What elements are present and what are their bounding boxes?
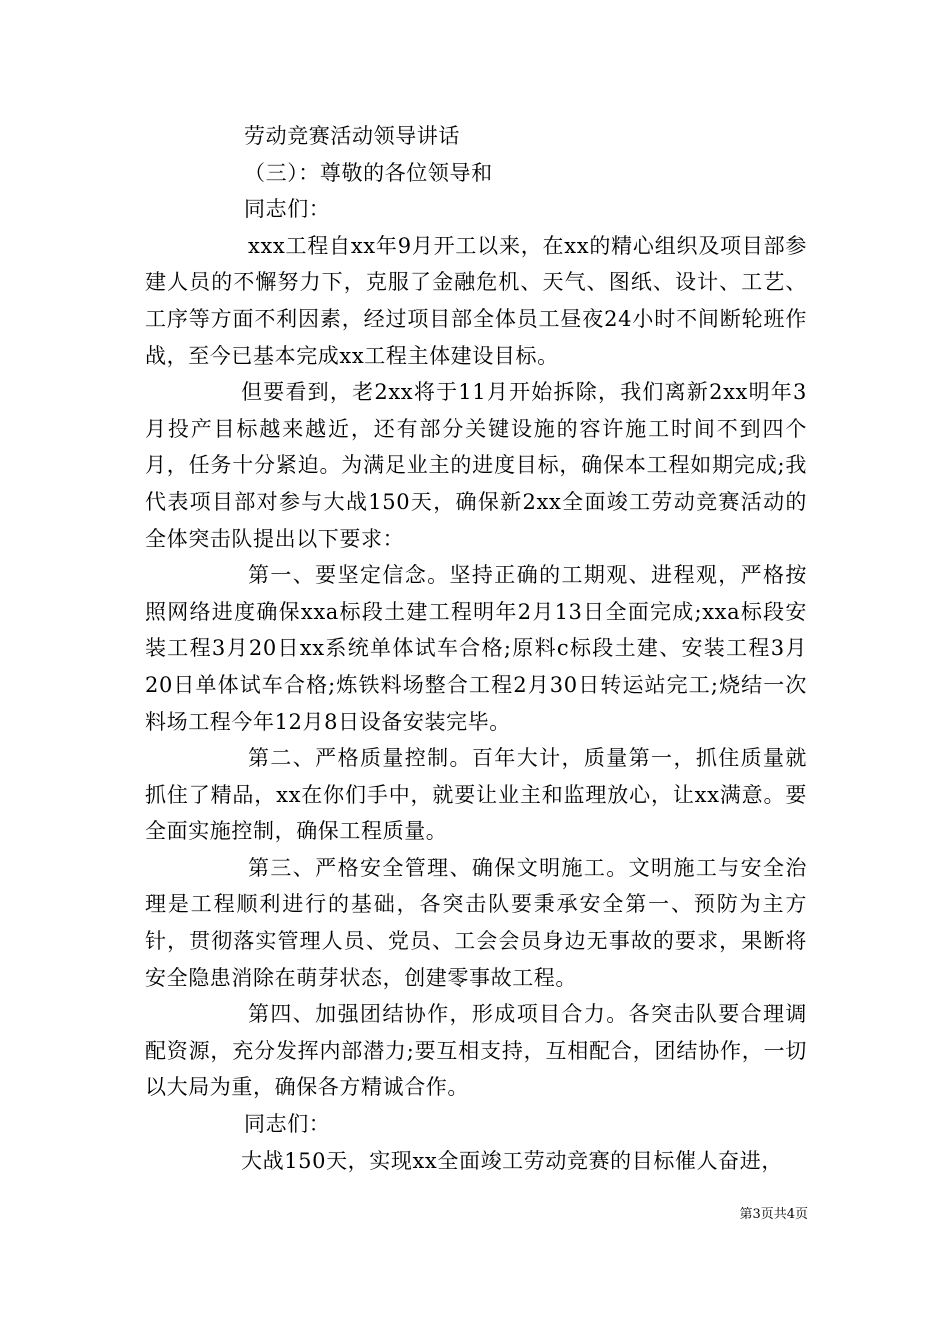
- salutation: 同志们：: [244, 197, 331, 222]
- paragraph-4: 第二、严格质量控制。百年大计，质量第一，抓住质量就抓住了精品，xx在你们手中，就要让业主和监理放心，让xx满意。要全面实施控制，确保工程质量。: [145, 746, 807, 844]
- page-number: 第3页共4页: [739, 1207, 808, 1222]
- paragraph-2: 但要看到，老2xx将于11月开始拆除，我们离新2xx明年3月投产目标越来越近，还有部分关键设施的容许施工时间不到四个月，任务十分紧迫。为满足业主的进度目标，确保本工程如期完成;我代表项目部对参与大战150天，确保新2xx全面竣工劳动竞赛活动的全体突击队提出以下要求：: [145, 380, 807, 551]
- paragraph-6: 第四、加强团结协作，形成项目合力。各突击队要合理调配资源，充分发挥内部潜力;要互相支持，互相配合，团结协作，一切以大局为重，确保各方精诚合作。: [145, 1002, 807, 1100]
- document-body: [145, 118, 807, 1179]
- paragraph-5: 第三、严格安全管理、确保文明施工。文明施工与安全治理是工程顺利进行的基础，各突击队要秉承安全第一、预防为主方针，贯彻落实管理人员、党员、工会会员身边无事故的要求，果断将安全隐患消除在萌芽状态，创建零事故工程。: [145, 855, 807, 990]
- document-title: 劳动竞赛活动领导讲话: [244, 124, 460, 148]
- paragraph-1: xxx工程自xx年9月开工以来，在xx的精心组织及项目部参建人员的不懈努力下，克服了金融危机、天气、图纸、设计、工艺、工序等方面不利因素，经过项目部全体员工昼夜24小时不间断轮班作战，至今已基本完成xx工程主体建设目标。: [145, 233, 807, 368]
- salutation-2: 同志们：: [244, 1112, 331, 1137]
- document-subtitle: （三）：尊敬的各位领导和: [244, 160, 493, 185]
- paragraph-3: 第一、要坚定信念。坚持正确的工期观、进程观，严格按照网络进度确保xxa标段土建工程明年2月13日全面完成;xxa标段安装工程3月20日xx系统单体试车合格;原料c标段土建、安装工程3月20日单体试车合格;炼铁料场整合工程2月30日转运站完工;烧结一次料场工程今年12月8日设备安装完毕。: [145, 563, 807, 734]
- closing-line: 大战150天，实现xx全面竣工劳动竞赛的目标催人奋进，: [241, 1148, 783, 1173]
